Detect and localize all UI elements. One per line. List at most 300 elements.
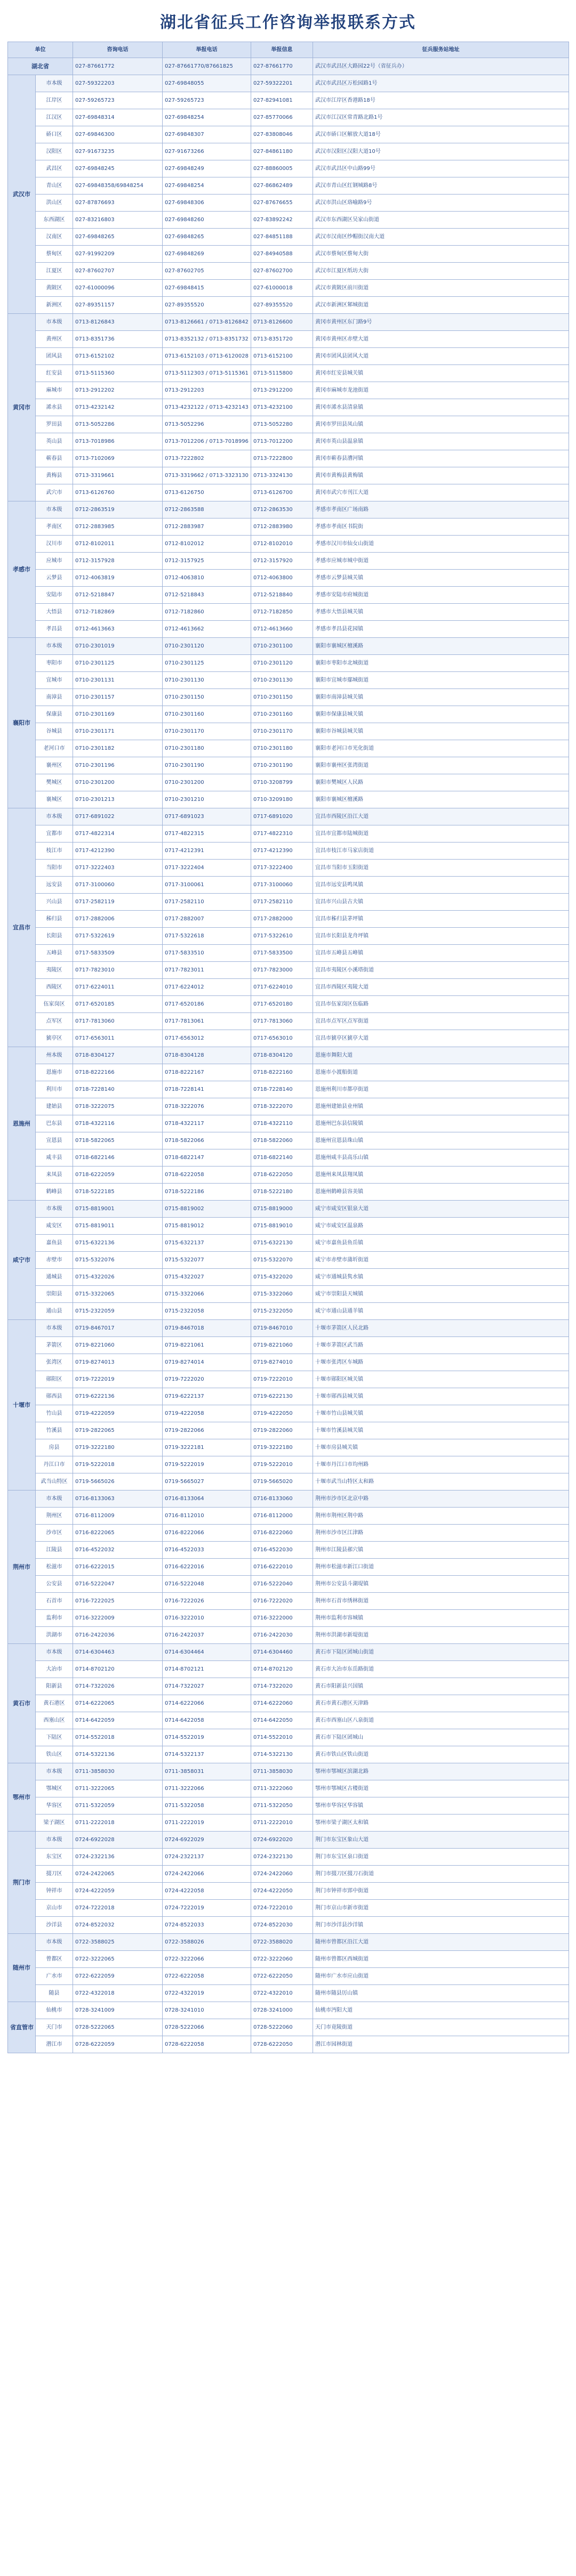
unit-cell: 洪湖市 xyxy=(36,1627,73,1644)
report-phone-cell: 0715-5322077 xyxy=(163,1252,251,1269)
service-address-cell: 荆州市荆州区荆中路 xyxy=(313,1508,569,1525)
report-info-cell: 0711-5322050 xyxy=(251,1797,313,1814)
service-address-cell: 宜昌市远安县鸣凤镇 xyxy=(313,877,569,894)
service-address-cell: 黄石市铁山区铁山街道 xyxy=(313,1746,569,1763)
service-address-cell: 黄冈市黄梅县黄梅镇 xyxy=(313,467,569,484)
consult-phone-cell: 0719-3222180 xyxy=(73,1439,163,1456)
table-row xyxy=(8,416,569,433)
consult-phone-cell: 0714-6304463 xyxy=(73,1644,163,1661)
report-info-cell: 0718-8304120 xyxy=(251,1047,313,1064)
report-info-cell: 027-87676655 xyxy=(251,195,313,212)
consult-phone-cell: 0722-3222065 xyxy=(73,1951,163,1968)
table-row xyxy=(8,774,569,791)
service-address-cell: 襄阳市樊城区人民路 xyxy=(313,774,569,791)
table-row xyxy=(8,553,569,570)
report-info-cell: 0713-7012200 xyxy=(251,433,313,450)
service-address-cell: 十堰市茅箭区武当路 xyxy=(313,1337,569,1354)
report-info-cell: 0715-2322050 xyxy=(251,1303,313,1320)
table-row xyxy=(8,1132,569,1149)
consult-phone-cell: 0718-5222185 xyxy=(73,1184,163,1201)
report-phone-cell: 0711-5322058 xyxy=(163,1797,251,1814)
service-address-cell: 鄂州市华容区华容镇 xyxy=(313,1797,569,1814)
consult-phone-cell: 0722-6222059 xyxy=(73,1968,163,1985)
consult-phone-cell: 0724-2422065 xyxy=(73,1866,163,1883)
area-cell: 省直管市 xyxy=(8,2002,36,2053)
report-info-cell: 0713-4232100 xyxy=(251,399,313,416)
report-phone-cell: 027-69848415 xyxy=(163,280,251,297)
area-cell: 鄂州市 xyxy=(8,1763,36,1832)
consult-phone-cell: 0724-7222018 xyxy=(73,1900,163,1917)
table-row xyxy=(8,58,569,75)
report-phone-cell: 0714-5322137 xyxy=(163,1746,251,1763)
report-phone-cell: 0718-5222186 xyxy=(163,1184,251,1201)
consult-phone-cell: 0724-6922028 xyxy=(73,1832,163,1849)
unit-cell: 广水市 xyxy=(36,1968,73,1985)
table-row xyxy=(8,860,569,877)
consult-phone-cell: 0722-3588025 xyxy=(73,1934,163,1951)
service-address-cell: 武汉市新洲区邾城街道 xyxy=(313,297,569,314)
service-address-cell: 襄阳市保康县城关镇 xyxy=(313,706,569,723)
report-phone-cell: 027-69848269 xyxy=(163,246,251,263)
consult-phone-cell: 0713-5052286 xyxy=(73,416,163,433)
unit-cell: 硚口区 xyxy=(36,126,73,143)
table-row xyxy=(8,1832,569,1849)
table-row xyxy=(8,1388,569,1405)
service-address-cell: 孝感市孝南区书院街 xyxy=(313,519,569,536)
table-row xyxy=(8,689,569,706)
consult-phone-cell: 0715-8819001 xyxy=(73,1201,163,1218)
service-address-cell: 十堰市竹溪县城关镇 xyxy=(313,1422,569,1439)
report-phone-cell: 0710-2301200 xyxy=(163,774,251,791)
report-info-cell: 0713-2912200 xyxy=(251,382,313,399)
table-row xyxy=(8,246,569,263)
consult-phone-cell: 0712-4613663 xyxy=(73,621,163,638)
report-phone-cell: 0712-4613662 xyxy=(163,621,251,638)
unit-cell: 青山区 xyxy=(36,177,73,195)
service-address-cell: 黄冈市黄州区东门路9号 xyxy=(313,314,569,331)
unit-cell: 市本级 xyxy=(36,314,73,331)
report-phone-cell: 0724-2422066 xyxy=(163,1866,251,1883)
table-row xyxy=(8,1149,569,1167)
report-phone-cell: 0722-3222066 xyxy=(163,1951,251,1968)
table-row xyxy=(8,1252,569,1269)
consult-phone-cell: 0716-8222065 xyxy=(73,1525,163,1542)
report-info-cell: 0718-8222160 xyxy=(251,1064,313,1081)
consult-phone-cell: 0719-8221060 xyxy=(73,1337,163,1354)
service-address-cell: 武汉市东西湖区吴家山街道 xyxy=(313,212,569,229)
unit-cell: 应城市 xyxy=(36,553,73,570)
report-phone-cell: 0718-6222058 xyxy=(163,1167,251,1184)
report-phone-cell: 0716-8222066 xyxy=(163,1525,251,1542)
consult-phone-cell: 0710-2301125 xyxy=(73,655,163,672)
service-address-cell: 宜昌市枝江市马家店街道 xyxy=(313,843,569,860)
unit-cell: 江岸区 xyxy=(36,92,73,109)
service-address-cell: 武汉市汉南区纱帽街汉南大道 xyxy=(313,229,569,246)
consult-phone-cell: 0716-6222015 xyxy=(73,1559,163,1576)
consult-phone-cell: 0710-2301182 xyxy=(73,740,163,757)
report-info-cell: 0716-6222010 xyxy=(251,1559,313,1576)
consult-phone-cell: 0717-7823010 xyxy=(73,962,163,979)
consult-phone-cell: 0715-6322136 xyxy=(73,1235,163,1252)
report-info-cell: 0713-5052280 xyxy=(251,416,313,433)
table-row xyxy=(8,365,569,382)
consult-phone-cell: 0719-8274013 xyxy=(73,1354,163,1371)
report-info-cell: 027-84861180 xyxy=(251,143,313,160)
report-phone-cell: 0728-3241010 xyxy=(163,2002,251,2019)
unit-cell: 市本级 xyxy=(36,1320,73,1337)
report-phone-cell: 0710-2301160 xyxy=(163,706,251,723)
consult-phone-cell: 027-87602707 xyxy=(73,263,163,280)
consult-phone-cell: 027-83216803 xyxy=(73,212,163,229)
report-info-cell: 0712-8102010 xyxy=(251,536,313,553)
service-address-cell: 武汉市洪山区珞喻路9号 xyxy=(313,195,569,212)
service-address-cell: 荆州市公安县斗湖堤镇 xyxy=(313,1576,569,1593)
report-phone-cell: 0715-8819002 xyxy=(163,1201,251,1218)
report-phone-cell: 027-69848265 xyxy=(163,229,251,246)
header-report-phone: 举报电话 xyxy=(163,42,251,58)
area-cell: 荆州市 xyxy=(8,1490,36,1644)
service-address-cell: 咸宁市赤壁市蒲圻街道 xyxy=(313,1252,569,1269)
unit-cell: 江陵县 xyxy=(36,1542,73,1559)
consult-phone-cell: 0712-3157928 xyxy=(73,553,163,570)
report-phone-cell: 0728-6222058 xyxy=(163,2036,251,2053)
service-address-cell: 黄冈市团风县团风大道 xyxy=(313,348,569,365)
report-info-cell: 0715-4322020 xyxy=(251,1269,313,1286)
consult-phone-cell: 0715-5322076 xyxy=(73,1252,163,1269)
report-phone-cell: 0717-2882007 xyxy=(163,911,251,928)
report-info-cell: 027-89355520 xyxy=(251,297,313,314)
consult-phone-cell: 027-69846300 xyxy=(73,126,163,143)
unit-cell: 市本级 xyxy=(36,808,73,825)
service-address-cell: 黄石市下陆区团城山街道 xyxy=(313,1644,569,1661)
service-address-cell: 黄石市西塞山区八泉街道 xyxy=(313,1712,569,1729)
table-row xyxy=(8,1218,569,1235)
service-address-cell: 武汉市蔡甸区蔡甸大街 xyxy=(313,246,569,263)
report-info-cell: 0718-5822060 xyxy=(251,1132,313,1149)
service-address-cell: 宜昌市点军区点军街道 xyxy=(313,1013,569,1030)
report-info-cell: 027-86862489 xyxy=(251,177,313,195)
report-info-cell: 0718-6222050 xyxy=(251,1167,313,1184)
report-info-cell: 0712-4613660 xyxy=(251,621,313,638)
table-row xyxy=(8,1439,569,1456)
report-info-cell: 0710-2301150 xyxy=(251,689,313,706)
report-phone-cell: 0710-2301210 xyxy=(163,791,251,808)
consult-phone-cell: 0711-5322059 xyxy=(73,1797,163,1814)
table-row xyxy=(8,280,569,297)
table-row xyxy=(8,1303,569,1320)
service-address-cell: 鄂州市梁子湖区太和镇 xyxy=(313,1814,569,1832)
unit-cell: 黄州区 xyxy=(36,331,73,348)
report-phone-cell: 0719-5665027 xyxy=(163,1473,251,1490)
unit-cell: 浠水县 xyxy=(36,399,73,416)
unit-cell: 新洲区 xyxy=(36,297,73,314)
report-phone-cell: 0717-5322618 xyxy=(163,928,251,945)
report-phone-cell: 0713-6126750 xyxy=(163,484,251,501)
table-row xyxy=(8,1866,569,1883)
table-row xyxy=(8,723,569,740)
service-address-cell: 随州市曾都区西城街道 xyxy=(313,1951,569,1968)
consult-phone-cell: 0717-3100060 xyxy=(73,877,163,894)
report-phone-cell: 0719-8221061 xyxy=(163,1337,251,1354)
report-info-cell: 0724-4222050 xyxy=(251,1883,313,1900)
report-info-cell: 0716-7222020 xyxy=(251,1593,313,1610)
service-address-cell: 荆门市沙洋县沙洋镇 xyxy=(313,1917,569,1934)
unit-cell: 市本级 xyxy=(36,1644,73,1661)
service-address-cell: 宜昌市兴山县古夫镇 xyxy=(313,894,569,911)
table-row xyxy=(8,928,569,945)
unit-cell: 蔡甸区 xyxy=(36,246,73,263)
consult-phone-cell: 027-89351157 xyxy=(73,297,163,314)
service-address-cell: 宜昌市当阳市玉阳街道 xyxy=(313,860,569,877)
unit-cell: 麻城市 xyxy=(36,382,73,399)
report-phone-cell: 0724-2322137 xyxy=(163,1849,251,1866)
report-phone-cell: 0716-3222010 xyxy=(163,1610,251,1627)
unit-cell: 秭归县 xyxy=(36,911,73,928)
unit-cell: 江夏区 xyxy=(36,263,73,280)
unit-cell: 通山县 xyxy=(36,1303,73,1320)
report-info-cell: 0710-2301170 xyxy=(251,723,313,740)
header-consult-phone: 咨询电话 xyxy=(73,42,163,58)
consult-phone-cell: 0717-6224011 xyxy=(73,979,163,996)
report-info-cell: 0719-5222010 xyxy=(251,1456,313,1473)
table-row xyxy=(8,962,569,979)
contact-table-wrapper xyxy=(7,42,569,2053)
service-address-cell: 十堰市竹山县城关镇 xyxy=(313,1405,569,1422)
unit-cell: 利川市 xyxy=(36,1081,73,1098)
unit-cell: 猇亭区 xyxy=(36,1030,73,1047)
report-info-cell: 0713-6126700 xyxy=(251,484,313,501)
table-row xyxy=(8,1235,569,1252)
table-row xyxy=(8,911,569,928)
table-row xyxy=(8,1456,569,1473)
unit-cell: 市本级 xyxy=(36,1201,73,1218)
area-cell: 孝感市 xyxy=(8,501,36,638)
report-info-cell: 0713-5115800 xyxy=(251,365,313,382)
report-phone-cell: 0718-8304128 xyxy=(163,1047,251,1064)
table-row xyxy=(8,1900,569,1917)
unit-cell: 长阳县 xyxy=(36,928,73,945)
consult-phone-cell: 0712-7182869 xyxy=(73,604,163,621)
unit-cell: 鄂城区 xyxy=(36,1780,73,1797)
consult-phone-cell: 0717-6891022 xyxy=(73,808,163,825)
area-cell: 随州市 xyxy=(8,1934,36,2002)
table-row xyxy=(8,825,569,843)
table-row xyxy=(8,212,569,229)
table-row xyxy=(8,143,569,160)
consult-phone-cell: 0714-7322026 xyxy=(73,1678,163,1695)
report-info-cell: 0711-3222060 xyxy=(251,1780,313,1797)
report-info-cell: 0718-7228140 xyxy=(251,1081,313,1098)
report-info-cell: 027-87661770 xyxy=(251,58,313,75)
consult-phone-cell: 027-59322203 xyxy=(73,75,163,92)
table-row xyxy=(8,331,569,348)
area-cell: 宜昌市 xyxy=(8,808,36,1047)
consult-phone-cell: 0716-2422036 xyxy=(73,1627,163,1644)
report-phone-cell: 0713-2912203 xyxy=(163,382,251,399)
unit-cell: 黄陂区 xyxy=(36,280,73,297)
table-row xyxy=(8,791,569,808)
consult-phone-cell: 0722-4322018 xyxy=(73,1985,163,2002)
consult-phone-cell: 0714-5322136 xyxy=(73,1746,163,1763)
consult-phone-cell: 0713-6126760 xyxy=(73,484,163,501)
report-phone-cell: 0710-2301125 xyxy=(163,655,251,672)
unit-cell: 来凤县 xyxy=(36,1167,73,1184)
service-address-cell: 宜昌市五峰县五峰镇 xyxy=(313,945,569,962)
service-address-cell: 咸宁市崇阳县天城镇 xyxy=(313,1286,569,1303)
table-row xyxy=(8,808,569,825)
unit-cell: 建始县 xyxy=(36,1098,73,1115)
unit-cell: 恩施市 xyxy=(36,1064,73,1081)
report-phone-cell: 0714-5522019 xyxy=(163,1729,251,1746)
report-phone-cell: 0711-2222019 xyxy=(163,1814,251,1832)
unit-cell: 宜城市 xyxy=(36,672,73,689)
table-row xyxy=(8,1269,569,1286)
report-phone-cell: 0712-4063810 xyxy=(163,570,251,587)
report-phone-cell: 0713-3319662 / 0713-3323130 xyxy=(163,467,251,484)
consult-phone-cell: 0713-2912202 xyxy=(73,382,163,399)
table-row xyxy=(8,1286,569,1303)
report-phone-cell: 0717-4212391 xyxy=(163,843,251,860)
report-phone-cell: 0714-7322027 xyxy=(163,1678,251,1695)
service-address-cell: 武汉市青山区红钢城路8号 xyxy=(313,177,569,195)
report-phone-cell: 0714-6222066 xyxy=(163,1695,251,1712)
consult-phone-cell: 0719-5222018 xyxy=(73,1456,163,1473)
table-row xyxy=(8,1490,569,1508)
service-address-cell: 襄阳市枣阳市北城街道 xyxy=(313,655,569,672)
report-info-cell: 0717-3222400 xyxy=(251,860,313,877)
unit-cell: 石首市 xyxy=(36,1593,73,1610)
service-address-cell: 宜昌市秭归县茅坪镇 xyxy=(313,911,569,928)
report-phone-cell: 0712-8102012 xyxy=(163,536,251,553)
unit-cell: 郧西县 xyxy=(36,1388,73,1405)
report-phone-cell: 0715-2322058 xyxy=(163,1303,251,1320)
unit-cell: 华容区 xyxy=(36,1797,73,1814)
table-row xyxy=(8,1644,569,1661)
unit-cell: 远安县 xyxy=(36,877,73,894)
report-phone-cell: 0712-3157925 xyxy=(163,553,251,570)
unit-cell: 西陵区 xyxy=(36,979,73,996)
consult-phone-cell: 0717-6520185 xyxy=(73,996,163,1013)
table-row xyxy=(8,1985,569,2002)
report-info-cell: 0713-8126600 xyxy=(251,314,313,331)
service-address-cell: 咸宁市咸安区温泉路 xyxy=(313,1218,569,1235)
unit-cell: 宜都市 xyxy=(36,825,73,843)
consult-phone-cell: 0710-2301019 xyxy=(73,638,163,655)
report-phone-cell: 0710-2301180 xyxy=(163,740,251,757)
unit-cell: 沙洋县 xyxy=(36,1917,73,1934)
table-row xyxy=(8,894,569,911)
report-info-cell: 0712-3157920 xyxy=(251,553,313,570)
service-address-cell: 宜昌市长阳县龙舟坪镇 xyxy=(313,928,569,945)
report-info-cell: 0716-2422030 xyxy=(251,1627,313,1644)
table-row xyxy=(8,314,569,331)
unit-cell: 市本级 xyxy=(36,638,73,655)
consult-phone-cell: 0711-3858030 xyxy=(73,1763,163,1780)
service-address-cell: 恩施市小渡船街道 xyxy=(313,1064,569,1081)
table-row xyxy=(8,945,569,962)
service-address-cell: 宜昌市西陵区夷陵大道 xyxy=(313,979,569,996)
report-phone-cell: 0710-2301170 xyxy=(163,723,251,740)
service-address-cell: 武汉市武昌区中山路99号 xyxy=(313,160,569,177)
service-address-cell: 武汉市江夏区纸坊大街 xyxy=(313,263,569,280)
consult-phone-cell: 0713-4232142 xyxy=(73,399,163,416)
table-row xyxy=(8,1661,569,1678)
report-info-cell: 0719-8467010 xyxy=(251,1320,313,1337)
consult-phone-cell: 0712-5218847 xyxy=(73,587,163,604)
table-row xyxy=(8,1593,569,1610)
unit-cell: 梁子湖区 xyxy=(36,1814,73,1832)
report-info-cell: 0712-5218840 xyxy=(251,587,313,604)
report-phone-cell: 0718-7228141 xyxy=(163,1081,251,1098)
report-phone-cell: 0715-4322027 xyxy=(163,1269,251,1286)
consult-phone-cell: 0713-7102069 xyxy=(73,450,163,467)
report-info-cell: 0710-2301160 xyxy=(251,706,313,723)
report-info-cell: 027-88860005 xyxy=(251,160,313,177)
consult-phone-cell: 0710-2301200 xyxy=(73,774,163,791)
service-address-cell: 荆州市江陵县郝穴镇 xyxy=(313,1542,569,1559)
unit-cell: 枣阳市 xyxy=(36,655,73,672)
report-info-cell: 0715-5322070 xyxy=(251,1252,313,1269)
report-phone-cell: 0718-5822066 xyxy=(163,1132,251,1149)
consult-phone-cell: 0712-8102011 xyxy=(73,536,163,553)
report-info-cell: 0715-8819000 xyxy=(251,1201,313,1218)
report-phone-cell: 0719-8274014 xyxy=(163,1354,251,1371)
area-cell: 黄冈市 xyxy=(8,314,36,501)
report-info-cell: 0719-5665020 xyxy=(251,1473,313,1490)
report-phone-cell: 027-59265723 xyxy=(163,92,251,109)
report-info-cell: 0717-5833500 xyxy=(251,945,313,962)
consult-phone-cell: 027-87876693 xyxy=(73,195,163,212)
service-address-cell: 武汉市黄陂区前川街道 xyxy=(313,280,569,297)
report-phone-cell: 0711-3222066 xyxy=(163,1780,251,1797)
report-info-cell: 0718-6822140 xyxy=(251,1149,313,1167)
report-phone-cell: 0713-7012206 / 0713-7018996 xyxy=(163,433,251,450)
table-row xyxy=(8,450,569,467)
report-phone-cell: 0718-8222167 xyxy=(163,1064,251,1081)
service-address-cell: 孝感市孝昌县花园镇 xyxy=(313,621,569,638)
consult-phone-cell: 027-69848314 xyxy=(73,109,163,126)
report-info-cell: 0722-4322010 xyxy=(251,1985,313,2002)
unit-cell: 市本级 xyxy=(36,501,73,519)
table-row xyxy=(8,75,569,92)
table-row xyxy=(8,1013,569,1030)
service-address-cell: 潜江市园林街道 xyxy=(313,2036,569,2053)
report-info-cell: 0714-5322130 xyxy=(251,1746,313,1763)
consult-phone-cell: 027-69848265 xyxy=(73,229,163,246)
table-row xyxy=(8,195,569,212)
consult-phone-cell: 0714-6422059 xyxy=(73,1712,163,1729)
table-row xyxy=(8,160,569,177)
consult-phone-cell: 0719-8467017 xyxy=(73,1320,163,1337)
consult-phone-cell: 0716-7222025 xyxy=(73,1593,163,1610)
unit-cell: 夷陵区 xyxy=(36,962,73,979)
unit-cell: 天门市 xyxy=(36,2019,73,2036)
consult-phone-cell: 0724-4222059 xyxy=(73,1883,163,1900)
unit-cell: 黄梅县 xyxy=(36,467,73,484)
report-phone-cell: 0716-8112010 xyxy=(163,1508,251,1525)
report-info-cell: 0718-4322110 xyxy=(251,1115,313,1132)
table-row xyxy=(8,2019,569,2036)
header-service-address: 征兵服务站地址 xyxy=(313,42,569,58)
unit-cell: 孝昌县 xyxy=(36,621,73,638)
table-row xyxy=(8,2002,569,2019)
service-address-cell: 荆门市掇刀区掇刀石街道 xyxy=(313,1866,569,1883)
unit-cell: 京山市 xyxy=(36,1900,73,1917)
unit-cell: 江汉区 xyxy=(36,109,73,126)
table-row xyxy=(8,1201,569,1218)
consult-phone-cell: 027-91992209 xyxy=(73,246,163,263)
unit-cell: 房县 xyxy=(36,1439,73,1456)
